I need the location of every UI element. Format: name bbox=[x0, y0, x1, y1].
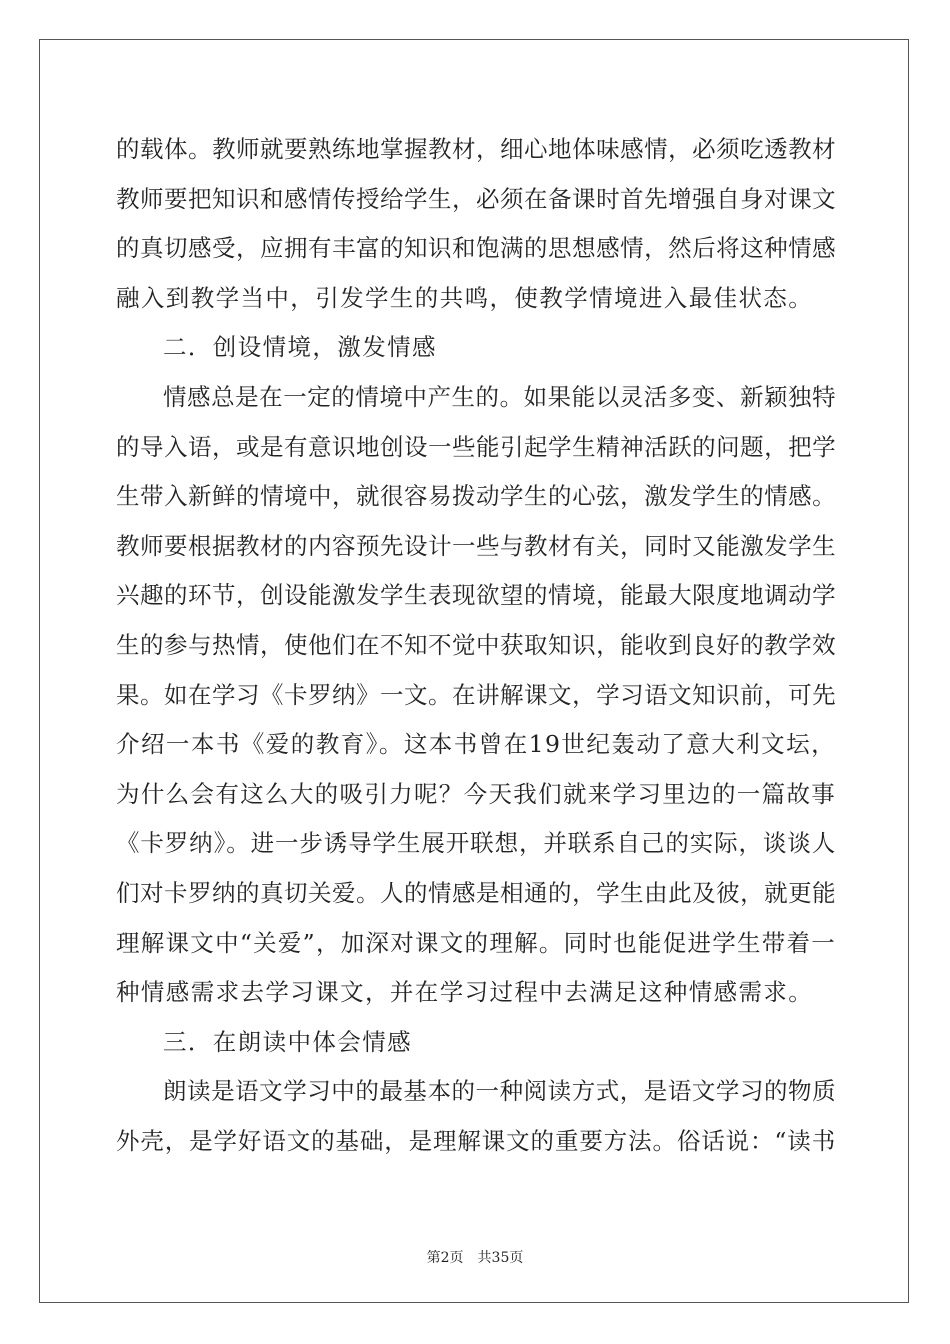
text-line: 的导入语，或是有意识地创设一些能引起学生精神活跃的问题，把学 bbox=[116, 432, 836, 461]
document-body bbox=[116, 125, 836, 1166]
text-line: 介绍一本书《爱的教育》。这本书曾在19世纪轰动了意大利文坛， bbox=[116, 730, 836, 759]
text-line: 的载体。教师就要熟练地掌握教材，细心地体味感情，必须吃透教材 bbox=[116, 135, 836, 163]
text-line: 生带入新鲜的情境中，就很容易拨动学生的心弦，激发学生的情感。 bbox=[116, 482, 836, 511]
current-page-number: 第2页 bbox=[426, 1250, 464, 1266]
text-line: 果。如在学习《卡罗纳》一文。在讲解课文，学习语文知识前，可先 bbox=[116, 680, 836, 709]
text-line: 理解课文中“关爱”，加深对课文的理解。同时也能促进学生带着一 bbox=[116, 928, 836, 957]
text-line: 情感总是在一定的情境中产生的。如果能以灵活多变、新颖独特 bbox=[163, 382, 836, 411]
section-heading: 二．创设情境，激发情感 bbox=[163, 333, 437, 362]
text-line: 《卡罗纳》。进一步诱导学生展开联想，并联系自己的实际，谈谈人 bbox=[116, 829, 836, 858]
text-line: 教师要把知识和感情传授给学生，必须在备课时首先增强自身对课文 bbox=[116, 184, 836, 213]
text-line: 种情感需求去学习课文，并在学习过程中去满足这种情感需求。 bbox=[116, 978, 814, 1007]
text-line: 生的参与热情，使他们在不知不觉中获取知识，能收到良好的教学效 bbox=[116, 630, 836, 659]
text-line: 外壳，是学好语文的基础，是理解课文的重要方法。俗话说：“读书 bbox=[116, 1126, 836, 1155]
text-line: 融入到教学当中，引发学生的共鸣，使教学情境进入最佳状态。 bbox=[116, 283, 814, 312]
text-line: 兴趣的环节，创设能激发学生表现欲望的情境，能最大限度地调动学 bbox=[116, 581, 836, 610]
text-line: 的真切感受，应拥有丰富的知识和饱满的思想感情，然后将这种情感 bbox=[116, 234, 836, 263]
text-line: 教师要根据教材的内容预先设计一些与教材有关，同时又能激发学生 bbox=[116, 531, 836, 560]
section-heading: 三．在朗读中体会情感 bbox=[163, 1027, 412, 1056]
total-page-count: 共35页 bbox=[477, 1250, 524, 1266]
text-line: 为什么会有这么大的吸引力呢？今天我们就来学习里边的一篇故事 bbox=[116, 779, 836, 808]
text-line: 们对卡罗纳的真切关爱。人的情感是相通的，学生由此及彼，就更能 bbox=[116, 878, 836, 907]
text-line: 朗读是语文学习中的最基本的一种阅读方式，是语文学习的物质 bbox=[163, 1077, 836, 1106]
page-footer bbox=[0, 1247, 950, 1267]
